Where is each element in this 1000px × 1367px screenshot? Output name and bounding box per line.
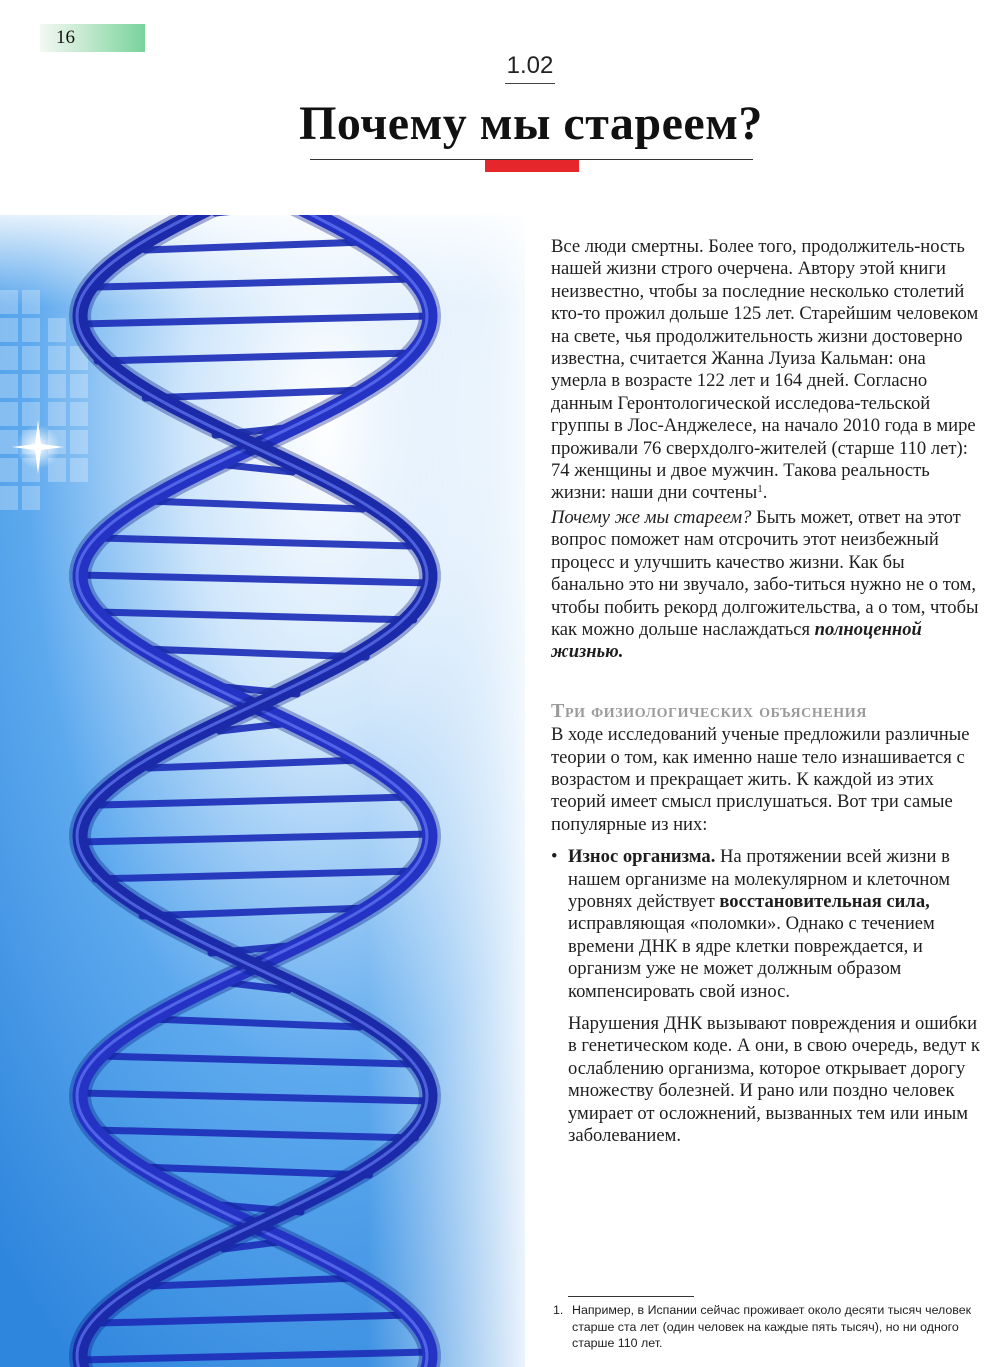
decor-square (48, 346, 66, 370)
page-number: 16 (56, 27, 75, 48)
footnote-divider (568, 1296, 694, 1297)
decor-square (22, 290, 40, 314)
decor-square (48, 374, 66, 398)
list-item-continuation: Нарушения ДНК вызывают повреждения и ошибки в генетическом коде. А они, в свою очередь, ведут к ослаблению организма, которое открывает дорогу множеству болезней. И рано или поздно человек умирает от осложнений, вызванных тем или иным заболеванием. (568, 1013, 980, 1147)
list-item: • Износ организма. На протяжении всей жизни в нашем организме на молекулярном и клеточном уровнях действует восстановительная сила, исправляющая «поломки». Однако с течением времени ДНК в ядре клетки повреждается, и организм уже не может должным образом компенсировать свой износ. (551, 846, 951, 1002)
chapter-underline (505, 83, 555, 84)
footnote-number: 1. (553, 1303, 564, 1317)
decor-square (0, 374, 18, 398)
decor-square (22, 402, 40, 426)
section-intro: В ходе исследований ученые предложили различные теории о том, как именно наше тело изнашивается с возрастом и прекращает жить. К каждой из этих теорий имеет смысл прислушаться. Вот три самые популярные из них: (551, 724, 970, 835)
chapter-number: 1.02 (506, 52, 554, 79)
decor-square (22, 346, 40, 370)
paragraph-why: Почему же мы стареем? Быть может, ответ на этот вопрос поможет нам отсрочить этот неизбежный процесс и улучшить качество жизни. Как бы банально это ни звучало, забо-титься нужно не о том, чтобы побить рекорд долгожительства, а о том, чтобы как можно дольше наслаждаться полноценной жизнью. (551, 506, 979, 663)
decor-square (0, 402, 18, 426)
title-accent-bar (485, 160, 579, 172)
dna-helix-illustration (0, 215, 525, 1367)
section-heading: Три физиологических объяснения (551, 699, 867, 722)
page-number-tab (40, 24, 145, 52)
bullet-icon: • (551, 846, 558, 868)
decor-square (22, 374, 40, 398)
footnote-text: Например, в Испании сейчас проживает около десяти тысяч человек старше ста лет (один человек на каждые пять тысяч), но ни одного старше 110 лет. (572, 1303, 972, 1351)
decor-square (70, 458, 88, 482)
decor-square (0, 346, 18, 370)
decor-square (70, 430, 88, 454)
decor-square (70, 402, 88, 426)
decor-square (0, 318, 18, 342)
footnote-ref: 1 (757, 483, 763, 496)
decor-square (0, 486, 18, 510)
decor-square (22, 318, 40, 342)
decor-square (0, 458, 18, 482)
decor-square (0, 430, 18, 454)
decor-square (70, 374, 88, 398)
article-body (551, 236, 981, 1147)
footnote (553, 1302, 973, 1352)
decor-square (0, 290, 18, 314)
decor-square (48, 318, 66, 342)
page-title: Почему мы стареем? (299, 97, 763, 150)
decor-square (48, 402, 66, 426)
decor-square (22, 486, 40, 510)
paragraph-intro: Все люди смертны. Более того, продолжитель-ность нашей жизни строго очерчена. Автору этой книги неизвестно, чтобы за последние несколько столетий кто-то прожил дольше 125 лет. Старейшим человеком на свете, чья продолжительность жизни достоверно известна, считается Жанна Луиза Кальман: она умерла в возрасте 122 лет и 164 дней. Согласно данным Геронтологической исследова-тельской группы в Лос-Анджелесе, на начало 2010 года в мире проживали 76 сверхдолго-жителей (старше 110 лет): 74 женщины и двое мужчин. Такова реальность жизни: наши дни сочтены$^1$. (551, 236, 979, 504)
